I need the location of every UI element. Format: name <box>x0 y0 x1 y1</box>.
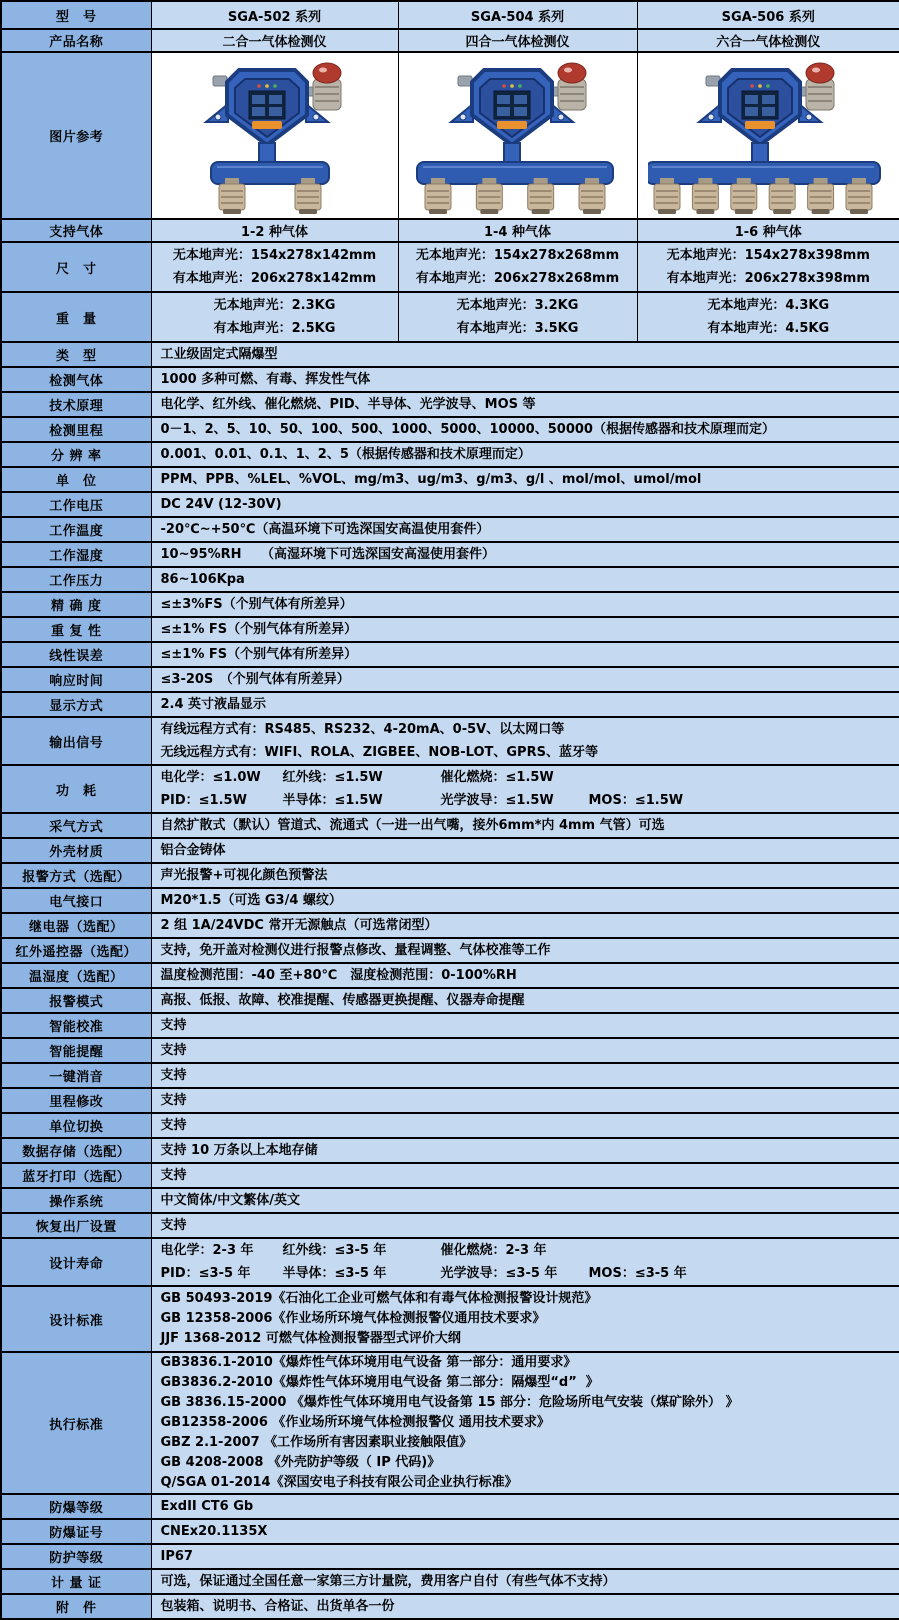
spec-value <box>151 938 899 963</box>
table-row <box>1 617 899 642</box>
row-label: 智能提醒 <box>1 1038 151 1063</box>
table-row <box>1 467 899 492</box>
row-label: 重 量 <box>1 292 151 342</box>
spec-table-body <box>1 1 899 1619</box>
value-line: 支持 <box>160 1093 187 1108</box>
value-line: 2.4 英寸液晶显示 <box>160 697 267 712</box>
detector-illustration <box>400 58 638 215</box>
value-line: GB3836.1-2010《爆炸性气体环境用电气设备 第一部分：通用要求》 <box>160 1355 577 1370</box>
row-label: 执行标准 <box>1 1352 151 1494</box>
model-name: SGA-502 系列 <box>151 1 398 29</box>
value-line: GBZ 2.1-2007 《工作场所有害因素职业接触限值》 <box>160 1435 473 1450</box>
row-label: 工作湿度 <box>1 542 151 567</box>
spec-value <box>151 765 899 813</box>
table-row <box>1 517 899 542</box>
value-line: 声光报警+可视化颜色预警法 <box>160 868 328 883</box>
value-line: IP67 <box>160 1549 193 1564</box>
row-label: 恢复出厂设置 <box>1 1213 151 1238</box>
table-row <box>1 1038 899 1063</box>
spec-value <box>151 667 899 692</box>
value-segment: 半导体：≤3-5 年 <box>282 1266 387 1281</box>
triple-value: 1-6 种气体 <box>637 219 899 242</box>
spec-value <box>151 642 899 667</box>
triple-value: 1-4 种气体 <box>398 219 637 242</box>
row-label: 里程修改 <box>1 1088 151 1113</box>
spec-value <box>151 467 899 492</box>
spec-value <box>151 1544 899 1569</box>
table-row <box>1 888 899 913</box>
value-line: 温度检测范围：-40 至+80℃ 湿度检测范围：0-100%RH <box>160 968 517 983</box>
row-label: 图片参考 <box>1 52 151 219</box>
value-line: JJF 1368-2012 可燃气体检测报警器型式评价大纲 <box>160 1331 461 1346</box>
spec-value <box>151 542 899 567</box>
table-row <box>1 1113 899 1138</box>
spec-value <box>151 517 899 542</box>
value-line: CNEx20.1135X <box>160 1524 268 1539</box>
spec-value <box>151 863 899 888</box>
table-row <box>1 813 899 838</box>
value-line: M20*1.5（可选 G3/4 螺纹） <box>160 893 342 908</box>
table-row <box>1 1238 899 1286</box>
triple-value-2line <box>398 242 637 292</box>
spec-value <box>151 567 899 592</box>
row-label: 尺 寸 <box>1 242 151 292</box>
value-line: GB 12358-2006《作业场所环境气体检测报警仪通用技术要求》 <box>160 1311 546 1326</box>
table-row <box>1 1519 899 1544</box>
value-segment: 催化燃烧：2-3 年 <box>440 1243 547 1258</box>
value-line: Q/SGA 01-2014《深国安电子科技有限公司企业执行标准》 <box>160 1475 518 1490</box>
row-label: 红外遥控器（选配） <box>1 938 151 963</box>
row-label: 计 量 证 <box>1 1569 151 1594</box>
spec-value <box>151 1063 899 1088</box>
table-row <box>1 692 899 717</box>
gas-detector-4-sensor-image <box>398 52 637 219</box>
triple-value-2line <box>637 242 899 292</box>
row-label: 防爆等级 <box>1 1494 151 1519</box>
row-label: 支持气体 <box>1 219 151 242</box>
value-line: 0.001、0.01、0.1、1、2、5（根据传感器和技术原理而定） <box>160 447 531 462</box>
value-line: 支持 <box>160 1168 187 1183</box>
spec-value <box>151 1038 899 1063</box>
table-row <box>1 392 899 417</box>
spec-value <box>151 392 899 417</box>
value-line: 1000 多种可燃、有毒、挥发性气体 <box>160 372 371 387</box>
value-segment: 电化学：≤1.0W <box>160 770 261 785</box>
table-row <box>1 1594 899 1619</box>
value-line: 无本地声光：4.3KG <box>707 298 830 313</box>
row-label: 一键消音 <box>1 1063 151 1088</box>
row-label: 设计寿命 <box>1 1238 151 1286</box>
row-label: 工作电压 <box>1 492 151 517</box>
row-label: 外壳材质 <box>1 838 151 863</box>
value-line: 有线远程方式有：RS485、RS232、4-20mA、0-5V、以太网口等 <box>160 722 565 737</box>
value-line: 86~106Kpa <box>160 572 245 587</box>
row-label: 类 型 <box>1 342 151 367</box>
table-row <box>1 913 899 938</box>
value-line: 中文简体/中文繁体/英文 <box>160 1193 300 1208</box>
row-label: 工作压力 <box>1 567 151 592</box>
value-segment: 红外线：≤1.5W <box>282 770 383 785</box>
table-row <box>1 963 899 988</box>
value-line: 铝合金铸体 <box>160 843 226 858</box>
row-label: 检测里程 <box>1 417 151 442</box>
spec-value <box>151 442 899 467</box>
value-line: 10~95%RH （高湿环境下可选深国安高湿使用套件） <box>160 547 495 562</box>
value-line: 电化学、红外线、催化燃烧、PID、半导体、光学波导、MOS 等 <box>160 397 536 412</box>
value-line: 无线远程方式有：WIFI、ROLA、ZIGBEE、NOB-LOT、GPRS、蓝牙等 <box>160 745 598 760</box>
value-line <box>161 1239 891 1262</box>
spec-value <box>151 1163 899 1188</box>
table-row <box>1 52 899 219</box>
detector-illustration <box>648 58 888 215</box>
spec-value <box>151 367 899 392</box>
value-segment: 光学波导：≤3-5 年 <box>440 1266 558 1281</box>
row-label: 防护等级 <box>1 1544 151 1569</box>
table-row <box>1 442 899 467</box>
row-label: 单位切换 <box>1 1113 151 1138</box>
value-line: -20℃~+50℃（高温环境下可选深国安高温使用套件） <box>160 522 490 537</box>
row-label: 采气方式 <box>1 813 151 838</box>
triple-value: 六合一气体检测仪 <box>637 29 899 52</box>
spec-value <box>151 1188 899 1213</box>
row-label: 工作温度 <box>1 517 151 542</box>
spec-value <box>151 1594 899 1619</box>
triple-value: 二合一气体检测仪 <box>151 29 398 52</box>
row-label: 分 辨 率 <box>1 442 151 467</box>
value-segment: 半导体：≤1.5W <box>282 793 383 808</box>
table-row <box>1 567 899 592</box>
gas-detector-2-sensor-image <box>151 52 398 219</box>
row-label: 蓝牙打印（选配） <box>1 1163 151 1188</box>
value-line: 支持 <box>160 1018 187 1033</box>
value-line: 无本地声光：3.2KG <box>456 298 579 313</box>
row-label: 显示方式 <box>1 692 151 717</box>
table-row <box>1 863 899 888</box>
value-segment: 光学波导：≤1.5W <box>440 793 554 808</box>
spec-value <box>151 988 899 1013</box>
gas-detector-6-sensor-image <box>637 52 899 219</box>
value-line: 2 组 1A/24VDC 常开无源触点（可选常闭型） <box>160 918 438 933</box>
table-row <box>1 938 899 963</box>
table-row <box>1 717 899 765</box>
table-row <box>1 292 899 342</box>
row-label: 防爆证号 <box>1 1519 151 1544</box>
row-label: 型 号 <box>1 1 151 29</box>
row-label: 线性误差 <box>1 642 151 667</box>
value-line: 有本地声光：3.5KG <box>456 321 579 336</box>
value-segment: 电化学：2-3 年 <box>160 1243 254 1258</box>
spec-value <box>151 342 899 367</box>
value-line: DC 24V (12-30V) <box>160 497 282 512</box>
spec-value <box>151 617 899 642</box>
value-line: 有本地声光：4.5KG <box>707 321 830 336</box>
spec-value <box>151 492 899 517</box>
row-label: 设计标准 <box>1 1286 151 1352</box>
detector-illustration <box>155 58 395 215</box>
table-row <box>1 1 899 29</box>
triple-value-2line <box>151 292 398 342</box>
table-row <box>1 838 899 863</box>
value-line: GB12358-2006 《作业场所环境气体检测报警仪 通用技术要求》 <box>160 1415 550 1430</box>
value-line: GB3836.2-2010《爆炸性气体环境用电气设备 第二部分：隔爆型“d” 》 <box>160 1375 599 1390</box>
table-row <box>1 1569 899 1594</box>
row-label: 报警方式（选配） <box>1 863 151 888</box>
spec-value <box>151 1238 899 1286</box>
value-line: ExdII CT6 Gb <box>160 1499 254 1514</box>
value-line: ≤±1% FS（个别气体有所差异） <box>160 622 358 637</box>
value-line: 包装箱、说明书、合格证、出货单各一份 <box>160 1599 395 1614</box>
row-label: 操作系统 <box>1 1188 151 1213</box>
table-row <box>1 242 899 292</box>
spec-value <box>151 888 899 913</box>
table-row <box>1 417 899 442</box>
value-line: GB 4208-2008 《外壳防护等级（ IP 代码)》 <box>160 1455 441 1470</box>
value-segment: MOS：≤3-5 年 <box>588 1266 687 1281</box>
spec-value <box>151 1352 899 1494</box>
triple-value: 1-2 种气体 <box>151 219 398 242</box>
row-label: 精 确 度 <box>1 592 151 617</box>
value-line: 自然扩散式（默认）管道式、流通式（一进一出气嘴，接外6mm*内 4mm 气管）可选 <box>160 818 665 833</box>
spec-value <box>151 692 899 717</box>
value-line: ≤±3%FS（个别气体有所差异） <box>160 597 353 612</box>
value-line: 可选，保证通过全国任意一家第三方计量院，费用客户自付（有些气体不支持） <box>160 1574 616 1589</box>
table-row <box>1 765 899 813</box>
spec-value <box>151 717 899 765</box>
row-label: 输出信号 <box>1 717 151 765</box>
spec-value <box>151 1013 899 1038</box>
row-label: 数据存储（选配） <box>1 1138 151 1163</box>
spec-value <box>151 1113 899 1138</box>
value-segment: MOS：≤1.5W <box>588 793 684 808</box>
value-line: 有本地声光：206x278x268mm <box>415 271 620 286</box>
spec-value <box>151 1494 899 1519</box>
model-name: SGA-504 系列 <box>398 1 637 29</box>
value-line: 支持 10 万条以上本地存储 <box>160 1143 318 1158</box>
table-row <box>1 1213 899 1238</box>
row-label: 智能校准 <box>1 1013 151 1038</box>
table-row <box>1 592 899 617</box>
table-row <box>1 367 899 392</box>
table-row <box>1 342 899 367</box>
value-line: 支持，免开盖对检测仪进行报警点修改、量程调整、气体校准等工作 <box>160 943 551 958</box>
value-segment: 红外线：≤3-5 年 <box>282 1243 387 1258</box>
model-name: SGA-506 系列 <box>637 1 899 29</box>
value-line <box>161 766 891 789</box>
value-line: 无本地声光：154x278x142mm <box>172 248 377 263</box>
table-row <box>1 29 899 52</box>
spec-value <box>151 813 899 838</box>
table-row <box>1 542 899 567</box>
value-line: 有本地声光：206x278x398mm <box>666 271 870 286</box>
table-row <box>1 1352 899 1494</box>
table-row <box>1 492 899 517</box>
row-label: 检测气体 <box>1 367 151 392</box>
value-line: 0－1、2、5、10、50、100、500、1000、5000、10000、50000（根据传感器和技术原理而定） <box>160 422 775 437</box>
row-label: 继电器（选配） <box>1 913 151 938</box>
table-row <box>1 1544 899 1569</box>
spec-value <box>151 1138 899 1163</box>
table-row <box>1 1088 899 1113</box>
row-label: 报警模式 <box>1 988 151 1013</box>
value-line: ≤±1% FS（个别气体有所差异） <box>160 647 358 662</box>
value-line: ≤3-20S （个别气体有所差异） <box>160 672 350 687</box>
value-line: 支持 <box>160 1043 187 1058</box>
value-line: 支持 <box>160 1068 187 1083</box>
value-line: 高报、低报、故障、校准提醒、传感器更换提醒、仪器寿命提醒 <box>160 993 525 1008</box>
row-label: 电气接口 <box>1 888 151 913</box>
table-row <box>1 1163 899 1188</box>
table-row <box>1 1013 899 1038</box>
triple-value: 四合一气体检测仪 <box>398 29 637 52</box>
row-label: 技术原理 <box>1 392 151 417</box>
value-line: 无本地声光：2.3KG <box>213 298 336 313</box>
table-row <box>1 219 899 242</box>
table-row <box>1 988 899 1013</box>
spec-value <box>151 1088 899 1113</box>
value-line: 有本地声光：206x278x142mm <box>172 271 377 286</box>
spec-value <box>151 417 899 442</box>
table-row <box>1 1494 899 1519</box>
table-row <box>1 1286 899 1352</box>
spec-value <box>151 1286 899 1352</box>
value-line: 工业级固定式隔爆型 <box>160 347 278 362</box>
value-segment: PID：≤1.5W <box>160 793 247 808</box>
row-label: 单 位 <box>1 467 151 492</box>
table-row <box>1 1138 899 1163</box>
table-row <box>1 1063 899 1088</box>
value-line: 支持 <box>160 1218 187 1233</box>
value-line: GB 50493-2019《石油化工企业可燃气体和有毒气体检测报警设计规范》 <box>160 1291 598 1306</box>
spec-value <box>151 913 899 938</box>
value-line: 有本地声光：2.5KG <box>213 321 336 336</box>
row-label: 响应时间 <box>1 667 151 692</box>
row-label: 温湿度（选配） <box>1 963 151 988</box>
value-line <box>161 1262 891 1285</box>
table-row <box>1 1188 899 1213</box>
row-label: 功 耗 <box>1 765 151 813</box>
table-row <box>1 642 899 667</box>
triple-value-2line <box>637 292 899 342</box>
row-label: 重 复 性 <box>1 617 151 642</box>
value-segment: 催化燃烧：≤1.5W <box>440 770 554 785</box>
triple-value-2line <box>398 292 637 342</box>
row-label: 产品名称 <box>1 29 151 52</box>
spec-value <box>151 1569 899 1594</box>
value-line: 无本地声光：154x278x268mm <box>415 248 620 263</box>
spec-value <box>151 1213 899 1238</box>
value-line <box>161 789 891 812</box>
row-label: 附 件 <box>1 1594 151 1619</box>
value-line: GB 3836.15-2000 《爆炸性气体环境用电气设备第 15 部分：危险场所电气安装（煤矿除外） 》 <box>160 1395 739 1410</box>
spec-value <box>151 838 899 863</box>
triple-value-2line <box>151 242 398 292</box>
spec-value <box>151 1519 899 1544</box>
value-segment: PID：≤3-5 年 <box>160 1266 251 1281</box>
value-line: 无本地声光：154x278x398mm <box>666 248 870 263</box>
spec-value <box>151 592 899 617</box>
value-line: 支持 <box>160 1118 187 1133</box>
table-row <box>1 667 899 692</box>
value-line: PPM、PPB、%LEL、%VOL、mg/m3、ug/m3、g/m3、g/l 、mol/mol、umol/mol <box>160 472 702 487</box>
spec-value <box>151 963 899 988</box>
